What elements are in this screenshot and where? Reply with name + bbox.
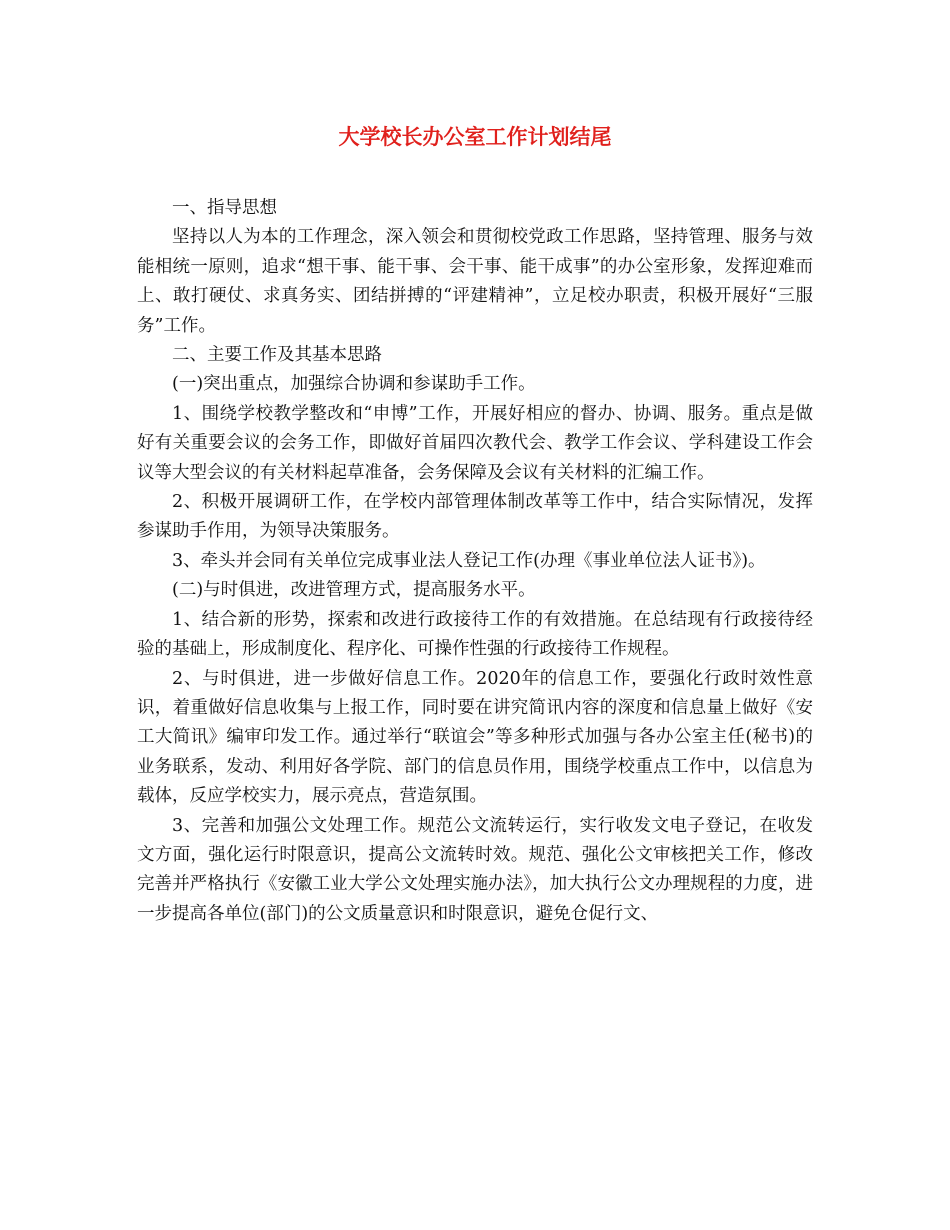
paragraph: 3、完善和加强公文处理工作。规范公文流转运行，实行收发文电子登记，在收发文方面，强化运行时限意识，提高公文流转时效。规范、强化公文审核把关工作，修改完善并严格执行《安徽工业大学公文处理实施办法》，加大执行公文办理规程的力度，进一步提高各单位(部门)的公文质量意识和时限意识，避免仓促行文、: [137, 815, 813, 924]
paragraph-section-heading: 一、指导思想: [172, 198, 277, 218]
paragraph-subheading: (二)与时俱进，改进管理方式，提高服务水平。: [172, 580, 536, 601]
document-body: [137, 194, 813, 929]
paragraph: 1、围绕学校教学整改和“申博”工作，开展好相应的督办、协调、服务。重点是做好有关重要会议的会务工作，即做好首届四次教代会、教学工作会议、学科建设工作会议等大型会议的有关材料起草准备，会务保障及会议有关材料的汇编工作。: [137, 403, 813, 483]
paragraph: 2、与时俱进，进一步做好信息工作。2020年的信息工作，要强化行政时效性意识，着重做好信息收集与上报工作，同时要在讲究简讯内容的深度和信息量上做好《安工大简讯》编审印发工作。通过举行“联谊会”等多种形式加强与各办公室主任(秘书)的业务联系，发动、利用好各学院、部门的信息员作用，围绕学校重点工作中，以信息为载体，反应学校实力，展示亮点，营造氛围。: [137, 668, 813, 807]
paragraph-section-heading: 二、主要工作及其基本思路: [172, 345, 382, 366]
paragraph: 坚持以人为本的工作理念，深入领会和贯彻校党政工作思路，坚持管理、服务与效能相统一原则，追求“想干事、能干事、会干事、能干成事”的办公室形象，发挥迎难而上、敢打硬仗、求真务实、团结拼搏的“评建精神”，立足校办职责，积极开展好“三服务”工作。: [137, 227, 813, 336]
paragraph: 3、牵头并会同有关单位完成事业法人登记工作(办理《事业单位法人证书》)。: [172, 550, 766, 571]
document-title: 大学校长办公室工作计划结尾: [338, 124, 612, 149]
paragraph: 1、结合新的形势，探索和改进行政接待工作的有效措施。在总结现有行政接待经验的基础上，形成制度化、程序化、可操作性强的行政接待工作规程。: [137, 609, 813, 660]
paragraph-subheading: (一)突出重点，加强综合协调和参谋助手工作。: [172, 374, 536, 395]
paragraph: 2、积极开展调研工作，在学校内部管理体制改革等工作中，结合实际情况，发挥参谋助手作用，为领导决策服务。: [137, 492, 813, 542]
